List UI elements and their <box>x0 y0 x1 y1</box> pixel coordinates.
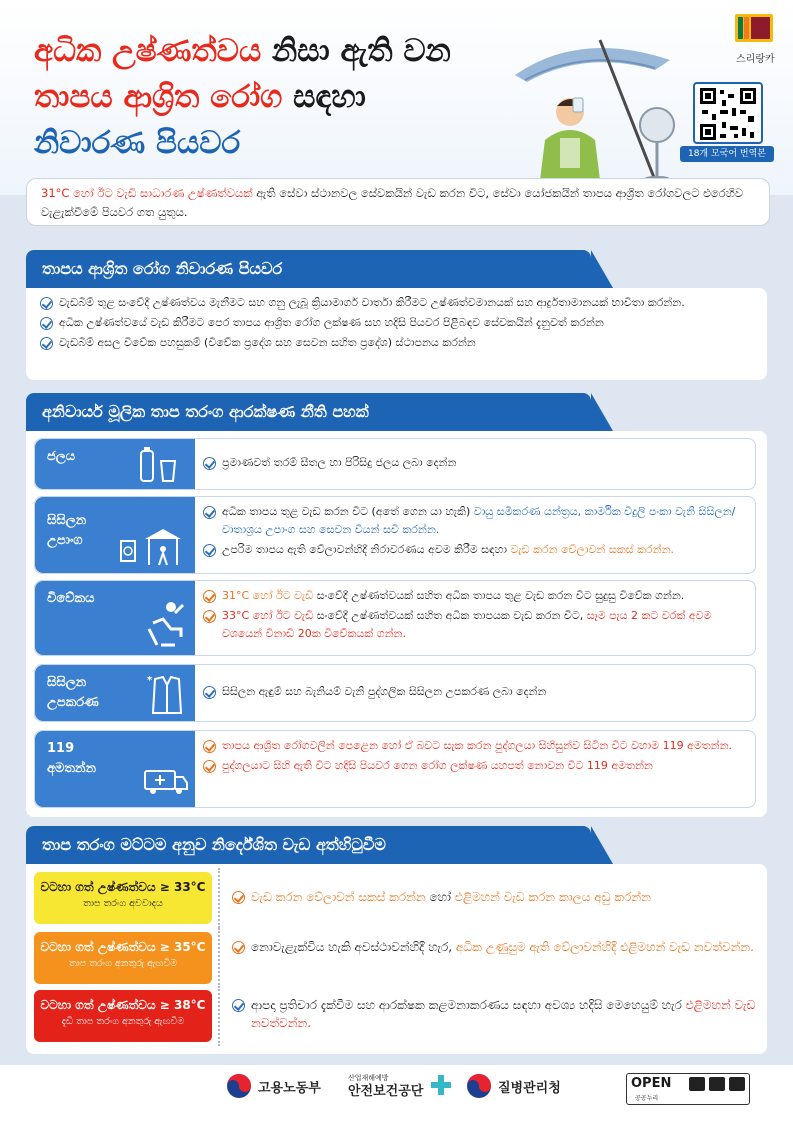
check-circle-icon <box>232 999 245 1012</box>
text-segment: අධික උණුසුම ඇති වේලාවන්හිදී එළිමහන් වැඩ නවත්වන්න. <box>455 940 754 954</box>
rule-label: විවේකය <box>35 581 195 655</box>
text-segment: සංවේදී උෂ්ණත්වයක් සහිත අධික තාපය තුළ වැඩ කරන විට සුදුසු විවේක ගන්න. <box>313 589 685 602</box>
check-circle-icon <box>40 337 53 350</box>
section1-item: වැඩබිම් තුළ සංවේදී උෂ්ණත්වය මැනීමට සහ ගනු ලැබූ ක්‍රියාමාර්ග වාර්තා කිරීමට උෂ්ණත්වමානයක් සහ ආර්ද්‍රතාමානයක් භාවිතා කරන්න. <box>40 294 753 312</box>
section1-title: තාපය ආශ්‍රිත රෝග නිවාරණ පියවර <box>42 259 283 278</box>
text-segment: සෑම පැය 2 කට වරක් අවම වශයෙන් විනාඩි 20ක විවේකයක් ගන්න. <box>222 609 712 640</box>
kosha-cross-icon <box>429 1073 453 1097</box>
check-circle-icon <box>203 686 216 699</box>
rule-text <box>203 587 745 645</box>
qr-translation-label: 18개 모국어 번역본 <box>680 146 774 162</box>
section2-title: අනිවාර්ය මූලික තාප තරංග ආරක්ෂණ නීති පහක් <box>42 402 369 421</box>
rule-item <box>222 757 653 775</box>
divider <box>218 928 220 988</box>
text-segment: 33°C හෝ ඊට වැඩි <box>222 609 314 622</box>
text-segment: ආපදා ප්‍රතිචාර දැක්වීම සහ ආරක්ෂක කළමනාකරණය සඳහා අවශ්‍ය හදිසි මෙහෙයුම් හැර <box>251 998 686 1012</box>
divider <box>218 986 220 1046</box>
check-circle-icon <box>203 760 216 773</box>
intro-box <box>26 178 770 226</box>
text-segment: 31°C හෝ ඊට වැඩි <box>222 589 314 602</box>
license-icon <box>709 1077 725 1091</box>
footer <box>0 1065 793 1122</box>
qr-code-icon[interactable] <box>693 82 763 144</box>
rule-item <box>222 607 745 643</box>
check-circle-icon <box>203 740 216 753</box>
text-segment: උපරිම තාපය ඇති වේලාවන්හිදී නිරාවරණය අවම කිරීම සඳහා <box>222 543 511 556</box>
logo-kosha: 산업재해예방 안전보건공단 <box>348 1071 453 1099</box>
check-circle-icon <box>203 590 216 603</box>
text-segment: සිසිලන ඇඳුම් සහ බැනියම් වැනි පුද්ගලික සිසිලන උපකරණ ලබා දෙන්න <box>222 685 547 698</box>
worker-umbrella-illustration <box>505 20 685 180</box>
rule-row-cooling-devices <box>34 496 756 574</box>
text-segment: හෝ <box>425 890 455 904</box>
check-circle-icon <box>203 506 216 519</box>
license-icon <box>729 1077 745 1091</box>
text-segment: තාපය ආශ්‍රිත රෝගවලින් පෙළෙන හෝ ඒ බවට සැක කරන පුද්ගලයා සිහිසුන්ව සිටින විට වහාම 119 අමතන්න. <box>222 739 733 752</box>
section1-header <box>26 250 591 288</box>
title-line1-red: අධික උෂ්ණත්වය <box>34 33 262 69</box>
section3-title: තාප තරංග මට්ටම අනුව නිර්දේශිත වැඩ අත්හිටුවීම <box>42 835 386 854</box>
text-segment: පුද්ගලයාට සිහි ඇති විට හදිසි පියවර ගෙන රෝග ලක්ෂණ යහපත් නොවන විට 119 අමතන්න <box>222 759 653 772</box>
country-label: 스리랑카 <box>736 54 775 65</box>
text-segment: වැඩ කරන වේලාවන් සකස් කරන්න. <box>510 543 674 556</box>
section1-item: අධික උෂ්ණත්වයේ වැඩ කිරීමට පෙර තාපය ආශ්‍රිත රෝග ලක්ෂණ සහ හදිසි පියවර පිළිබඳව සේවකයින් දැනුවත් කරන්න <box>40 314 753 332</box>
text-segment: වායු සමීකරණ යන්ත්‍රය, කාර්මික විදුලි පංකා වැනි සිසිලන/වාතාශ්‍රය උපාංග සහ සෙවන වියන් සවි කරන්න. <box>222 505 736 536</box>
korea-gov-emblem-icon <box>226 1073 252 1099</box>
title-line1-dark: නිසා ඇති වන <box>272 33 451 69</box>
check-circle-icon <box>40 297 53 310</box>
license-icon <box>689 1077 705 1091</box>
divider <box>218 868 220 928</box>
rule-item <box>222 454 456 472</box>
section3-header <box>26 826 591 864</box>
check-circle-icon <box>203 544 216 557</box>
water-bottle-icon <box>135 447 183 483</box>
heat-level-warning: වටහා ගත් උෂ්ණත්වය ≥ 35°C තාප තරංග අනතුරු ඇඟවීම <box>34 932 212 984</box>
svg-text:*: * <box>147 675 153 686</box>
text-segment: සංවේදී උෂ්ණත්වයක් සහිත අධික තාපයක වැඩ කරන විට, <box>313 609 587 622</box>
rule-item <box>222 737 732 755</box>
logo-ministry-employment: 고용노동부 <box>226 1073 321 1099</box>
logo-kdca: 질병관리청 <box>466 1073 561 1099</box>
rule-text <box>203 737 745 777</box>
page-title <box>34 28 554 166</box>
heat-level-severe-warning: වටහා ගත් උෂ්ණත්වය ≥ 38°C දැඩි තාප තරංග අනතුරු ඇඟවීම <box>34 990 212 1042</box>
resting-person-icon <box>145 599 189 649</box>
rule-row-cooling-equipment <box>34 664 756 722</box>
title-line2-red: තාපය ආශ්‍රිත රෝග <box>34 79 283 115</box>
rule-row-water <box>34 438 756 490</box>
shade-tent-icon <box>117 523 187 569</box>
level-item <box>251 938 754 956</box>
check-circle-icon <box>232 891 245 904</box>
intro-text: ඇති සේවා ස්ථානවල සේවකයින් වැඩ කරන විට, සේවා යෝජකයින් තාපය ආශ්‍රිත රෝගවලට එරෙහිව වැළැක්වීමේ පියවර ගත යුතුය. <box>41 186 744 219</box>
rule-item <box>222 541 674 559</box>
text-segment: එළිමහන් වැඩ කරන කාලය අඩු කරන්න <box>454 890 651 904</box>
section1-box <box>26 288 767 380</box>
check-circle-icon <box>40 317 53 330</box>
intro-highlight: 31°C හෝ ඊට වැඩි සාධාරණ උෂ්ණත්වයක් <box>41 186 253 200</box>
title-line2-dark: සඳහා <box>293 79 366 115</box>
rule-label: සිසිලන උපකරණ * <box>35 665 195 721</box>
text-segment: එළිමහන් වැඩ නවත්වන්න. <box>251 998 756 1030</box>
rule-label: සිසිලන උපාංග <box>35 497 195 573</box>
rule-item <box>222 503 745 539</box>
korea-gov-emblem-icon <box>466 1073 492 1099</box>
text-segment: නොවැළැක්විය හැකි අවස්ථාවන්හිදී හැර, <box>251 940 456 954</box>
text-segment: වැඩ කරන වේලාවන් සකස් කරන්න <box>251 890 426 904</box>
title-line3-blue: නිවාරණ පියවර <box>34 125 241 161</box>
text-segment: ප්‍රමාණවත් තරම් සීතල හා පිරිසිදු ජලය ලබා දෙන්න <box>222 456 457 469</box>
level-item <box>251 996 757 1032</box>
rule-text <box>203 503 745 561</box>
cooling-vest-icon <box>145 673 189 717</box>
level-text <box>232 938 757 958</box>
rule-label: ජලය <box>35 439 195 489</box>
sri-lanka-flag-icon <box>735 14 773 42</box>
section1-item: වැඩබිම් අසල විවේක පහසුකම් (විවේක ප්‍රදේශ සහ සෙවන සහිත ප්‍රදේශ) ස්ථාපනය කරන්න <box>40 334 753 352</box>
open-license-badge: OPEN 공공누리 <box>626 1073 750 1105</box>
rule-item <box>222 683 546 701</box>
heat-level-advisory: වටහා ගත් උෂ්ණත්වය ≥ 33°C තාප තරංග අවවාදය <box>34 872 212 924</box>
section2-header <box>26 393 591 431</box>
rule-row-call-119 <box>34 730 756 808</box>
check-circle-icon <box>203 610 216 623</box>
level-text <box>232 996 757 1034</box>
check-circle-icon <box>203 457 216 470</box>
level-text <box>232 888 757 908</box>
rule-label: 119 අමතන්න <box>35 731 195 807</box>
text-segment: අධික තාපය තුළ වැඩ කරන විට (අතේ ගෙන යා හැකි) <box>222 505 474 518</box>
rule-text <box>203 683 745 703</box>
rule-row-rest <box>34 580 756 656</box>
rule-item <box>222 587 684 605</box>
level-item <box>251 888 651 906</box>
check-circle-icon <box>232 941 245 954</box>
rule-text <box>203 454 745 474</box>
ambulance-icon <box>143 765 189 795</box>
